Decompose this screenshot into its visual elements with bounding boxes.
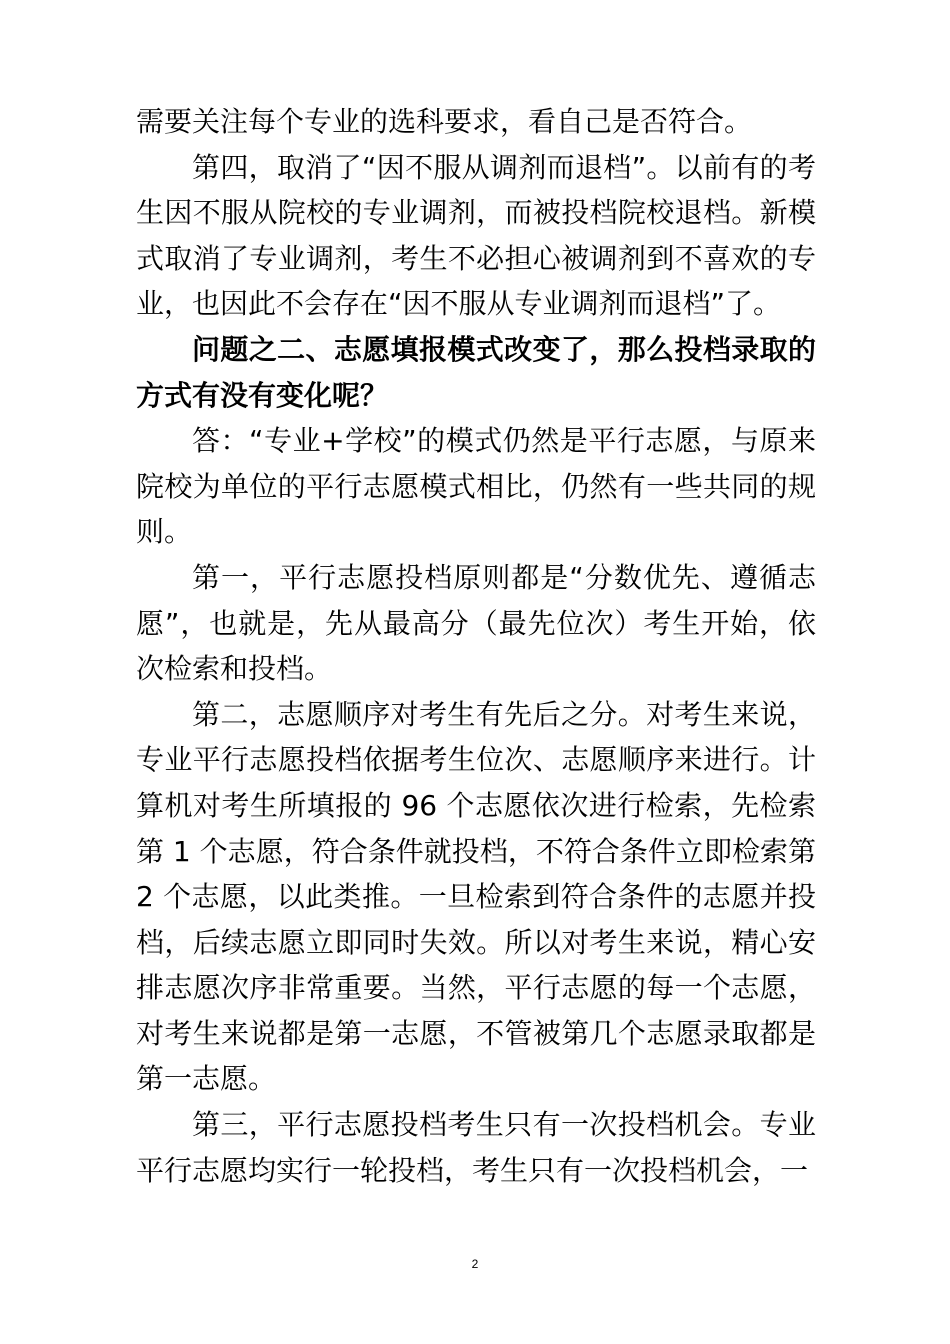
paragraph-answer: 答：“专业+学校”的模式仍然是平行志愿，与原来院校为单位的平行志愿模式相比，仍然有一些共同的规则。 <box>136 424 816 549</box>
paragraph-third-point: 第三，平行志愿投档考生只有一次投档机会。专业平行志愿均实行一轮投档，考生只有一次投档机会，一 <box>136 1108 816 1187</box>
paragraph-first-point: 第一，平行志愿投档原则都是“分数优先、遵循志愿”，也就是，先从最高分（最先位次）考生开始，依次检索和投档。 <box>136 560 816 686</box>
paragraph-fourth-point: 第四，取消了“因不服从调剂而退档”。以前有的考生因不服从院校的专业调剂，而被投档院校退档。新模式取消了专业调剂，考生不必担心被调剂到不喜欢的专业，也因此不会存在“因不服从专业调剂而退档”了。 <box>136 150 816 321</box>
question-heading: 问题之二、志愿填报模式改变了，那么投档录取的方式有没有变化呢？ <box>136 332 816 412</box>
paragraph-continuation: 需要关注每个专业的选科要求，看自己是否符合。 <box>136 105 753 138</box>
document-body <box>136 99 816 1193</box>
paragraph-second-point: 第二，志愿顺序对考生有先后之分。对考生来说，专业平行志愿投档依据考生位次、志愿顺序来进行。计算机对考生所填报的 96 个志愿依次进行检索，先检索第 1 个志愿，符合条件就投档，不符合条件立即检索第 2 个志愿，以此类推。一旦检索到符合条件的志愿并投档，后续志愿立即同时失效。所以对考生来说，精心安排志愿次序非常重要。当然，平行志愿的每一个志愿，对考生来说都是第一志愿，不管被第几个志愿录取都是第一志愿。 <box>136 697 816 1096</box>
page-number: 2 <box>471 1257 479 1271</box>
